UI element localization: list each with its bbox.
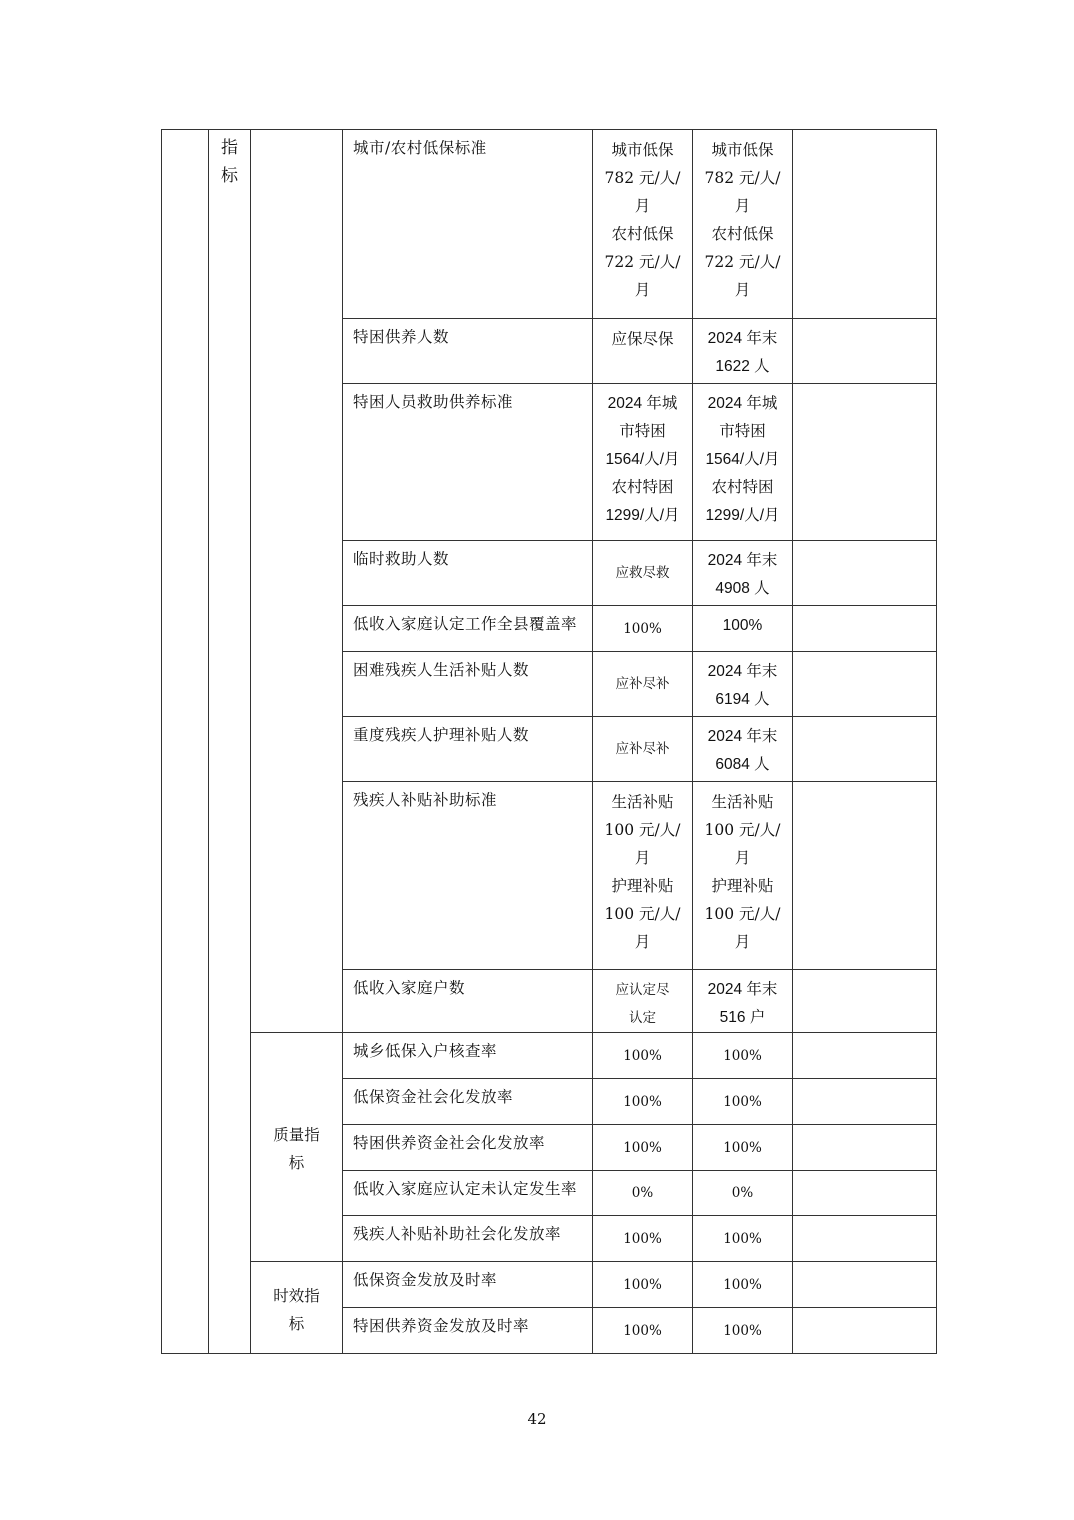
quality-label: 质量指 标 (273, 1126, 320, 1172)
actual-value: 2024 年末 6084 人 (693, 717, 793, 782)
note-cell (793, 1262, 937, 1308)
actual-value: 0% (693, 1171, 793, 1216)
actual-value: 100% (693, 606, 793, 652)
actual-value: 100% (693, 1125, 793, 1171)
level2-category-cell (209, 130, 251, 1354)
expected-value: 应认定尽 认定 (593, 970, 693, 1033)
note-cell (793, 541, 937, 606)
indicator-name: 低收入家庭户数 (343, 970, 593, 1033)
indicator-name: 特困供养资金发放及时率 (343, 1308, 593, 1354)
indicator-name: 城乡低保入户核查率 (343, 1033, 593, 1079)
indicator-name: 特困人员救助供养标准 (343, 384, 593, 541)
indicator-name: 低保资金社会化发放率 (343, 1079, 593, 1125)
expected-value: 100% (593, 1216, 693, 1262)
actual-value: 2024 年末 4908 人 (693, 541, 793, 606)
expected-value: 100% (593, 1033, 693, 1079)
performance-indicator-table (161, 129, 937, 1354)
expected-value: 0% (593, 1171, 693, 1216)
indicator-name: 低收入家庭应认定未认定发生率 (343, 1171, 593, 1216)
expected-value: 100% (593, 1308, 693, 1354)
actual-value: 生活补贴 100 元/人/ 月 护理补贴 100 元/人/ 月 (693, 782, 793, 970)
note-cell (793, 1079, 937, 1125)
indicator-name: 残疾人补贴补助标准 (343, 782, 593, 970)
expected-value: 100% (593, 606, 693, 652)
actual-value: 2024 年末 516 户 (693, 970, 793, 1033)
indicator-name: 低保资金发放及时率 (343, 1262, 593, 1308)
page-number: 42 (527, 1410, 547, 1428)
level2-label: 指标 (221, 138, 238, 186)
note-cell (793, 970, 937, 1033)
actual-value: 城市低保 782 元/人/ 月 农村低保 722 元/人/ 月 (693, 130, 793, 319)
level3-category-quality (251, 1033, 343, 1262)
note-cell (793, 1033, 937, 1079)
expected-value: 应救尽救 (593, 541, 693, 606)
timeliness-label: 时效指 标 (273, 1286, 320, 1333)
actual-value: 100% (693, 1216, 793, 1262)
expected-value: 应保尽保 (593, 319, 693, 384)
expected-value: 2024 年城 市特困 1564/人/月 农村特困 1299/人/月 (593, 384, 693, 541)
note-cell (793, 1171, 937, 1216)
note-cell (793, 652, 937, 717)
note-cell (793, 1125, 937, 1171)
expected-value: 生活补贴 100 元/人/ 月 护理补贴 100 元/人/ 月 (593, 782, 693, 970)
note-cell (793, 319, 937, 384)
note-cell (793, 782, 937, 970)
note-cell (793, 606, 937, 652)
indicator-name: 临时救助人数 (343, 541, 593, 606)
actual-value: 2024 年末 6194 人 (693, 652, 793, 717)
expected-value: 应补尽补 (593, 652, 693, 717)
indicator-name: 特困供养资金社会化发放率 (343, 1125, 593, 1171)
note-cell (793, 384, 937, 541)
indicator-name: 低收入家庭认定工作全县覆盖率 (343, 606, 593, 652)
note-cell (793, 717, 937, 782)
indicator-name: 残疾人补贴补助社会化发放率 (343, 1216, 593, 1262)
level3-category-timeliness (251, 1262, 343, 1354)
actual-value: 100% (693, 1033, 793, 1079)
expected-value: 100% (593, 1125, 693, 1171)
indicator-name: 重度残疾人护理补贴人数 (343, 717, 593, 782)
actual-value: 100% (693, 1079, 793, 1125)
expected-value: 100% (593, 1262, 693, 1308)
note-cell (793, 1216, 937, 1262)
actual-value: 100% (693, 1308, 793, 1354)
actual-value: 100% (693, 1262, 793, 1308)
note-cell (793, 130, 937, 319)
expected-value: 应补尽补 (593, 717, 693, 782)
actual-value: 2024 年末 1622 人 (693, 319, 793, 384)
level3-category-cell-quantity (251, 130, 343, 1033)
indicator-name: 城市/农村低保标准 (343, 130, 593, 319)
expected-value: 城市低保 782 元/人/ 月 农村低保 722 元/人/ 月 (593, 130, 693, 319)
expected-value: 100% (593, 1079, 693, 1125)
indicator-name: 困难残疾人生活补贴人数 (343, 652, 593, 717)
indicator-name: 特困供养人数 (343, 319, 593, 384)
note-cell (793, 1308, 937, 1354)
actual-value: 2024 年城 市特困 1564/人/月 农村特困 1299/人/月 (693, 384, 793, 541)
level1-category-cell (162, 130, 209, 1354)
